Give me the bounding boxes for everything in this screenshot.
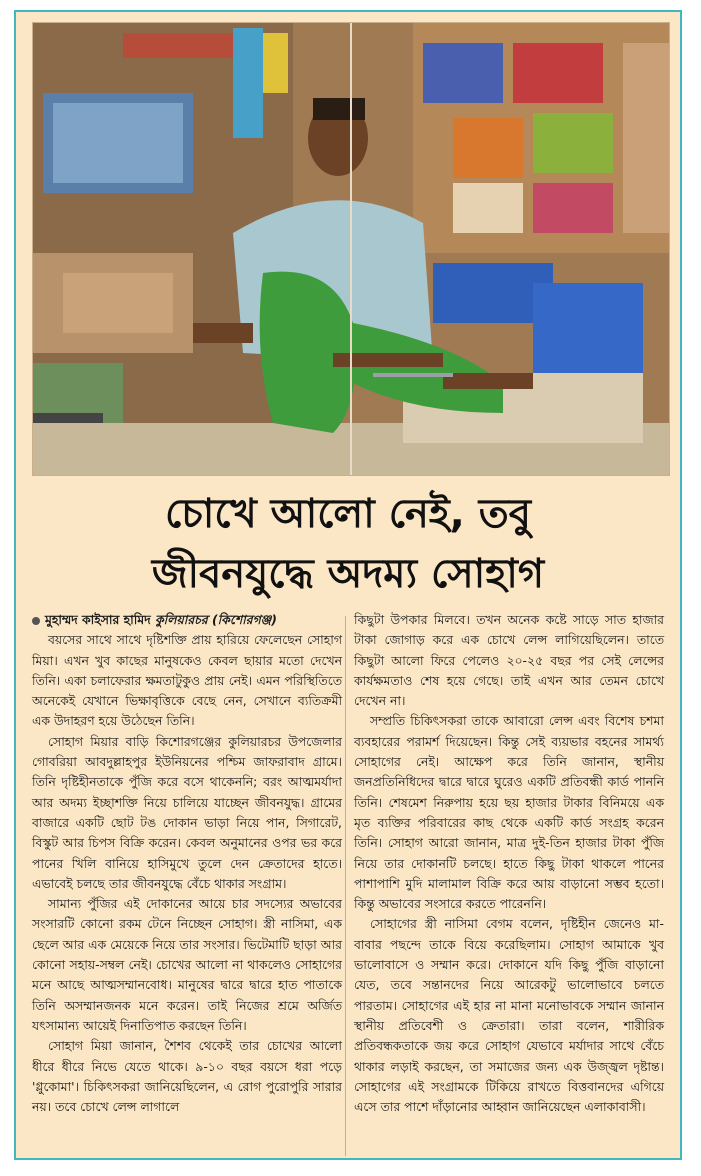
byline-location: কুলিয়ারচর (কিশোরগঞ্জ): [155, 612, 277, 627]
article-frame: [14, 10, 682, 1160]
headline-line-1: চোখে আলো নেই, তবু: [164, 491, 532, 537]
byline-author: মুহাম্মদ কাইসার হামিদ: [45, 612, 151, 627]
paragraph: সোহাগ মিয়ার বাড়ি কিশোরগঞ্জের কুলিয়ারচর উপজেলার গোবরিয়া আবদুল্লাহপুর ইউনিয়নের পশ্চিম জাফরাবাদ গ্রামে। তিনি দৃষ্টিহীনতাকে পুঁজি করে বসে থাকেননি; বরং আত্মমর্যাদা আর অদম্য ইচ্ছাশক্তি নিয়ে চালিয়ে যাচ্ছেন জীবনযুদ্ধ। গ্রামের বাজারে একটি ছোট টঙ দোকান ভাড়া নিয়ে পান, সিগারেট, বিস্কুট আর চিপস বিক্রি করেন। কেবল অনুমানের ওপর ভর করে পানের খিলি বানিয়ে হাসিমুখে তুলে দেন ক্রেতাদের হাতে। এভাবেই চলছে তার জীবনযুদ্ধে বেঁচে থাকার সংগ্রাম।: [32, 733, 342, 891]
paragraph: কিছুটা উপকার মিলবে। তখন অনেক কষ্টে সাড়ে সাত হাজার টাকা জোগাড় করে এক চোখে লেন্স লাগিয়েছিলেন। তাতে কিছুটা আলো ফিরে পেলেও ২০-২৫ বছর পর সেই লেন্সের কার্যক্ষমতাও শেষ হয়ে গেছে। তাই এখন আর তেমন চোখে দেখেন না।: [354, 612, 664, 709]
paragraph: সোহাগ মিয়া জানান, শৈশব থেকেই তার চোখের আলো ধীরে ধীরে নিভে যেতে থাকে। ৯-১০ বছর বয়সে ধরা পড়ে 'গ্লুকোমা'। চিকিৎসকরা জানিয়েছিলেন, এ রোগ পুরোপুরি সারার নয়। তবে চোখে লেন্স লাগালে: [32, 1038, 342, 1115]
bullet-icon: [32, 617, 40, 625]
paragraph: সম্প্রতি চিকিৎসকরা তাকে আবারো লেন্স এবং বিশেষ চশমা ব্যবহারের পরামর্শ দিয়েছেন। কিন্তু সেই ব্যয়ভার বহনের সামর্থ্য সোহাগের নেই। আক্ষেপ করে তিনি জানান, স্থানীয় জনপ্রতিনিধিদের দ্বারে দ্বারে ঘুরেও একটি প্রতিবন্ধী কার্ড পাননি তিনি। শেষমেশ নিরুপায় হয়ে ছয় হাজার টাকার বিনিময়ে এক মৃত ব্যক্তির পরিবারের কাছ থেকে একটি কার্ড সংগ্রহ করেন তিনি। সোহাগ আরো জানান, মাত্র দুই-তিন হাজার টাকা পুঁজি নিয়ে তার দোকানটি চলছে। হাতে কিছু টাকা থাকলে পানের পাশাপাশি মুদি মালামাল বিক্রি করে আয় বাড়ানো সম্ভব হতো। কিন্তু অভাবের সংসারে করতে পারেননি।: [354, 713, 664, 912]
byline: [32, 610, 342, 630]
article-column-left: [32, 610, 342, 1117]
column-divider: [345, 616, 346, 1156]
paragraph: সোহাগের স্ত্রী নাসিমা বেগম বলেন, দৃষ্টিহীন জেনেও মা-বাবার পছন্দে তাকে বিয়ে করেছিলাম। সোহাগ আমাকে খুব ভালোবাসে ও সম্মান করে। দোকানে যদি কিছু পুঁজি বাড়ানো যেত, তবে সন্তানদের নিয়ে আরেকটু ভালোভাবে চলতে পারতাম। সোহাগের এই হার না মানা মনোভাবকে সম্মান জানান স্থানীয় প্রতিবেশী ও ক্রেতারা। তারা বলেন, শারীরিক প্রতিবন্ধকতাকে জয় করে সোহাগ যেভাবে মর্যাদার সাথে বেঁচে থাকার লড়াই করছেন, তা সমাজের জন্য এক উজ্জ্বল দৃষ্টান্ত। সোহাগের এই সংগ্রামকে টিকিয়ে রাখতে বিত্তবানদের এগিয়ে এসে তার পাশে দাঁড়ানোর আহ্বান জানিয়েছেন এলাকাবাসী।: [354, 916, 664, 1115]
paragraph: সামান্য পুঁজির এই দোকানের আয়ে চার সদস্যের অভাবের সংসারটি কোনো রকম টেনে নিচ্ছেন সোহাগ। স্ত্রী নাসিমা, এক ছেলে আর এক মেয়েকে নিয়ে তার সংসার। ভিটেমাটি ছাড়া আর কোনো সহায়-সম্বল নেই। চোখের আলো না থাকলেও সোহাগের মনে আছে আত্মসম্মানবোধ। মানুষের দ্বারে দ্বারে হাত পাতাকে তিনি অসম্মানজনক মনে করেন। তাই নিজের শ্রমে অর্জিত যৎসামান্য আয়েই দিনাতিপাত করছেন তিনি।: [32, 896, 342, 1033]
article-column-right: [354, 610, 664, 1117]
shopkeeper-photo: [33, 23, 669, 475]
article-photo: [32, 22, 670, 476]
headline-line-2: জীবনযুদ্ধে অদম্য সোহাগ: [151, 551, 545, 597]
headline: [16, 474, 680, 604]
paragraph: বয়সের সাথে সাথে দৃষ্টিশক্তি প্রায় হারিয়ে ফেলেছেন সোহাগ মিয়া। এখন খুব কাছের মানুষকেও কেবল ছায়ার মতো দেখেন তিনি। একা চলাফেরার ক্ষমতাটুকুও প্রায় নেই। এমন পরিস্থিতিতে অনেকেই যেখানে ভিক্ষাবৃত্তিকে বেছে নেন, সেখানে ব্যতিক্রমী এক উদাহরণ হয়ে উঠেছেন তিনি।: [32, 632, 342, 729]
